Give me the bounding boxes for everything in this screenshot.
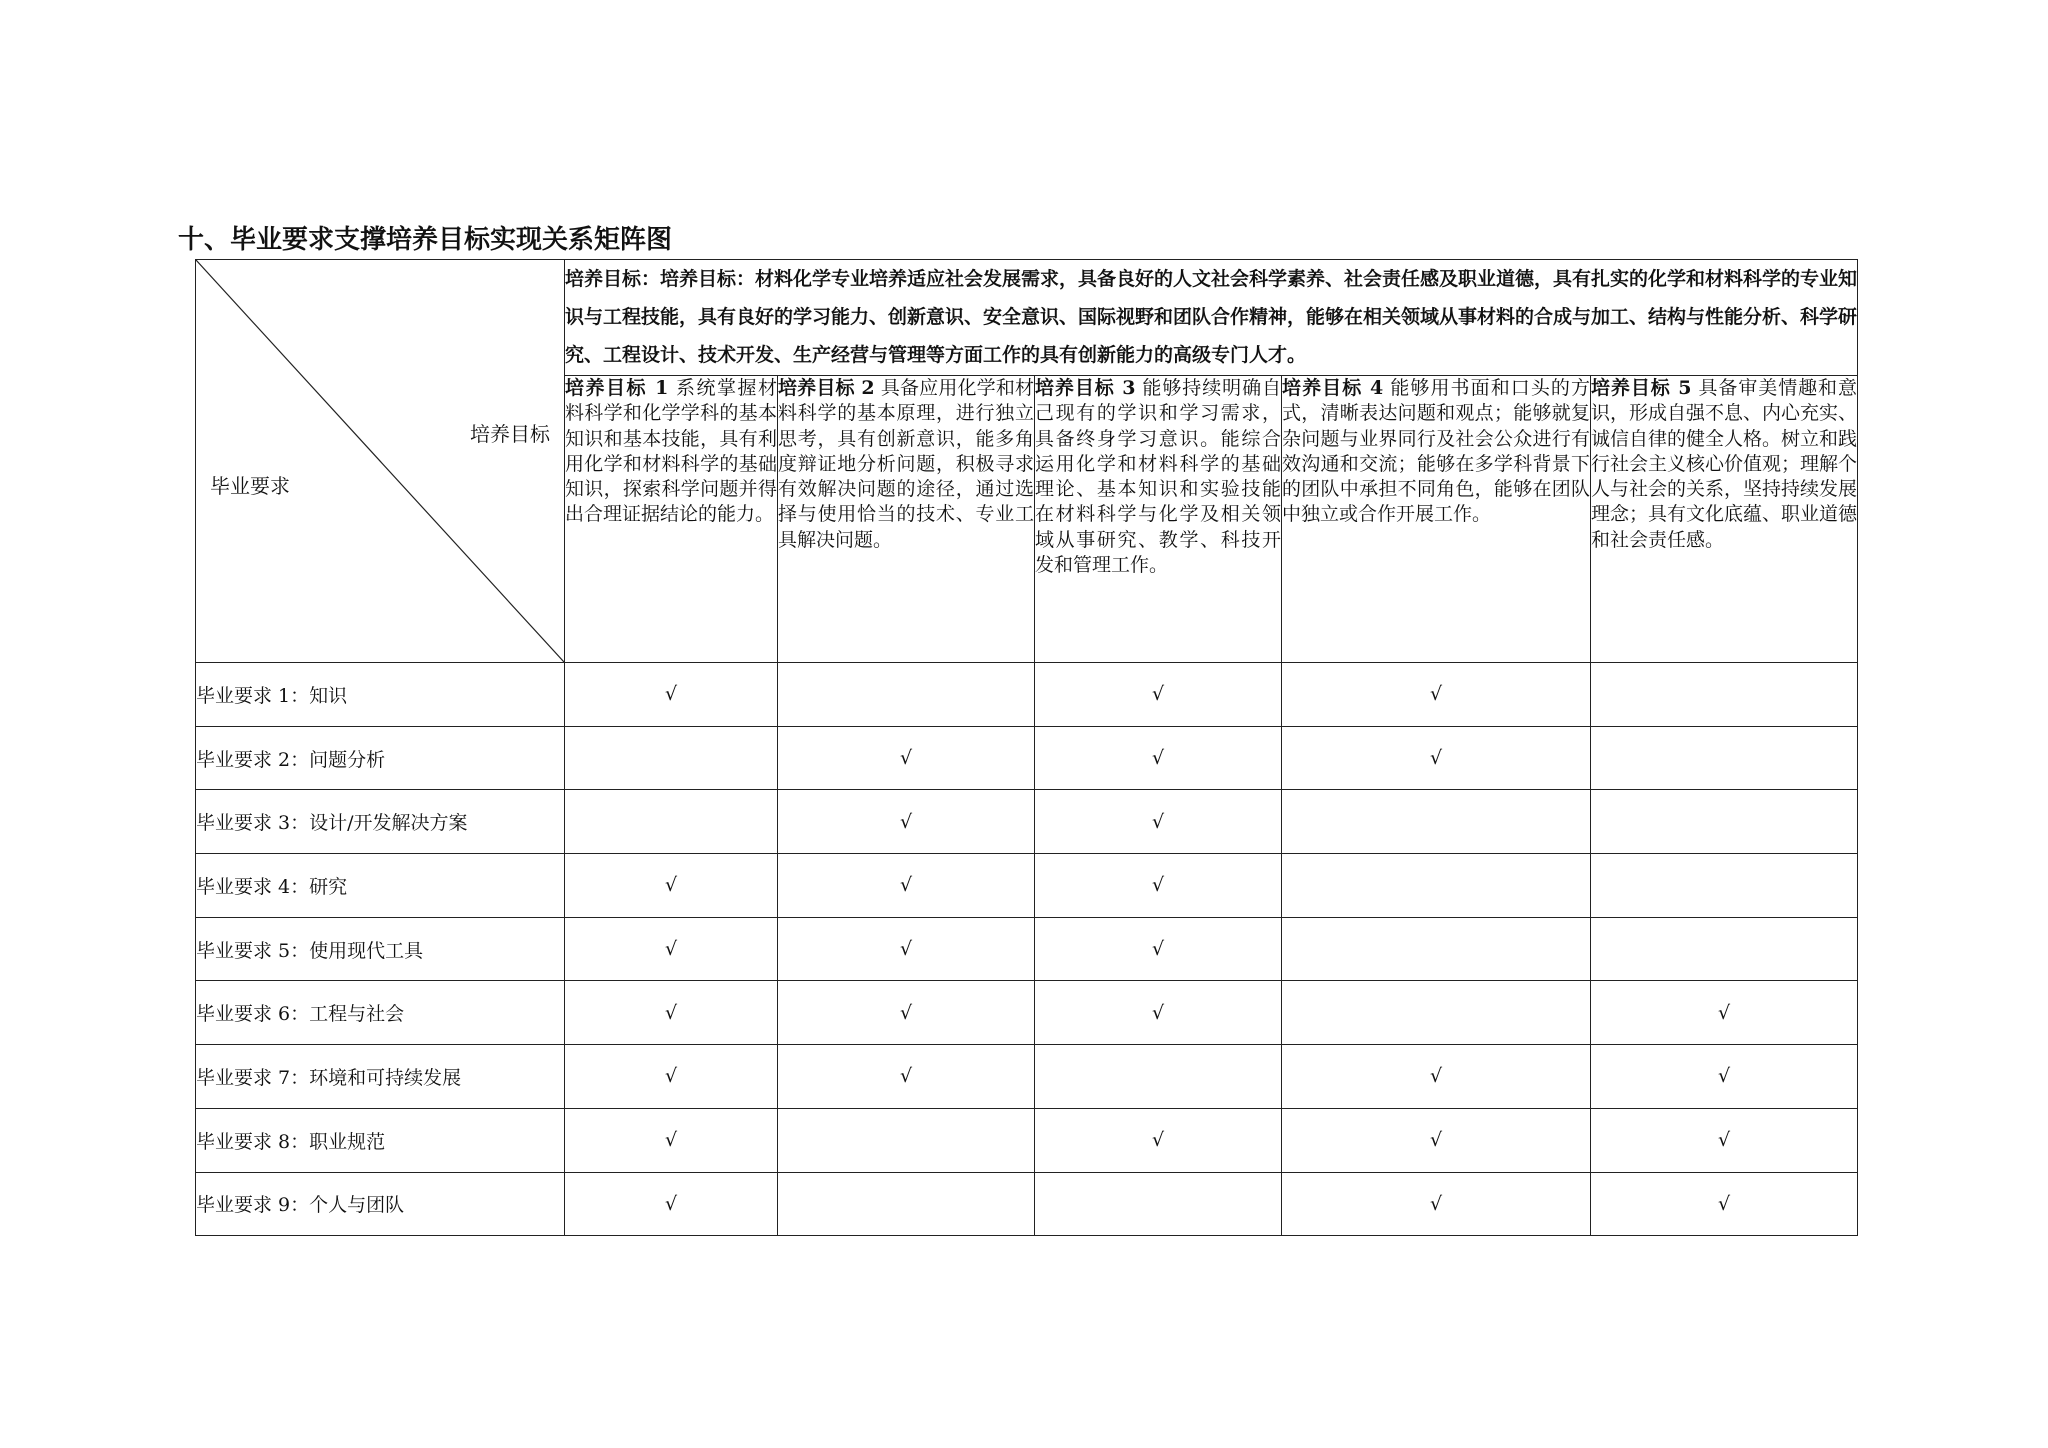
check-mark-cell: √ <box>1282 1172 1591 1236</box>
empty-cell <box>778 1108 1035 1172</box>
requirement-label: 毕业要求 5：使用现代工具 <box>196 917 565 981</box>
matrix-body <box>196 260 1858 1236</box>
empty-cell <box>1282 917 1591 981</box>
empty-cell <box>1035 1172 1282 1236</box>
overall-goal-cell: 培养目标：培养目标：材料化学专业培养适应社会发展需求，具备良好的人文社会科学素养、社会责任感及职业道德，具有扎实的化学和材料科学的专业知识与工程技能，具有良好的学习能力、创新意识、安全意识、国际视野和团队合作精神，能够在相关领域从事材料的合成与加工、结构与性能分析、科学研究、工程设计、技术开发、生产经营与管理等方面工作的具有创新能力的高级专门人才。 <box>565 260 1858 376</box>
check-mark-cell: √ <box>1035 981 1282 1045</box>
empty-cell <box>565 726 778 790</box>
empty-cell <box>1591 854 1858 918</box>
check-mark-cell: √ <box>565 1045 778 1109</box>
objective-2-title: 培养目标 2 <box>778 377 875 399</box>
empty-cell <box>1035 1045 1282 1109</box>
check-mark-cell: √ <box>778 790 1035 854</box>
objective-1-title: 培养目标 1 <box>565 377 669 399</box>
check-mark-cell: √ <box>565 663 778 727</box>
requirement-row <box>196 1045 1858 1109</box>
empty-cell <box>565 790 778 854</box>
objective-3-text: 能够持续明确自己现有的学识和学习需求，具备终身学习意识。能综合运用化学和材料科学的基础理论、基本知识和实验技能在材料科学与化学及相关领域从事研究、教学、科技开发和管理工作。 <box>1035 377 1281 577</box>
objective-4-cell <box>1282 376 1591 663</box>
page-title: 十、毕业要求支撑培养目标实现关系矩阵图 <box>178 225 673 255</box>
requirement-label: 毕业要求 1：知识 <box>196 663 565 727</box>
objective-2-cell <box>778 376 1035 663</box>
check-mark-cell: √ <box>778 726 1035 790</box>
check-mark-cell: √ <box>1282 1108 1591 1172</box>
check-mark-cell: √ <box>565 917 778 981</box>
check-mark-cell: √ <box>778 981 1035 1045</box>
requirement-label: 毕业要求 9：个人与团队 <box>196 1172 565 1236</box>
check-mark-cell: √ <box>565 854 778 918</box>
requirement-row <box>196 1108 1858 1172</box>
check-mark-cell: √ <box>1591 981 1858 1045</box>
objective-3-title: 培养目标 3 <box>1035 377 1136 399</box>
check-mark-cell: √ <box>565 981 778 1045</box>
requirement-label: 毕业要求 7：环境和可持续发展 <box>196 1045 565 1109</box>
check-mark-cell: √ <box>1591 1108 1858 1172</box>
requirement-row <box>196 663 1858 727</box>
check-mark-cell: √ <box>1282 663 1591 727</box>
corner-diagonal-line <box>196 260 564 662</box>
objective-2-text: 具备应用化学和材料科学的基本原理，进行独立思考，具有创新意识，能多角度辩证地分析问题，积极寻求有效解决问题的途径，通过选择与使用恰当的技术、专业工具解决问题。 <box>778 377 1034 551</box>
objective-4-text: 能够用书面和口头的方式，清晰表达问题和观点；能够就复杂问题与业界同行及社会公众进行有效沟通和交流；能够在多学科背景下的团队中承担不同角色，能够在团队中独立或合作开展工作。 <box>1282 377 1590 526</box>
empty-cell <box>1282 790 1591 854</box>
corner-header-cell <box>196 260 565 663</box>
check-mark-cell: √ <box>1591 1172 1858 1236</box>
check-mark-cell: √ <box>1035 1108 1282 1172</box>
requirement-row <box>196 917 1858 981</box>
requirements-objectives-matrix <box>195 259 1858 1236</box>
requirement-label: 毕业要求 6：工程与社会 <box>196 981 565 1045</box>
empty-cell <box>1282 981 1591 1045</box>
corner-objective-label: 培养目标 <box>470 422 550 446</box>
requirement-row <box>196 854 1858 918</box>
requirement-row <box>196 790 1858 854</box>
requirement-label: 毕业要求 3：设计/开发解决方案 <box>196 790 565 854</box>
empty-cell <box>1282 854 1591 918</box>
empty-cell <box>1591 663 1858 727</box>
check-mark-cell: √ <box>565 1108 778 1172</box>
objective-1-cell <box>565 376 778 663</box>
check-mark-cell: √ <box>1035 663 1282 727</box>
objective-3-cell <box>1035 376 1282 663</box>
objective-4-title: 培养目标 4 <box>1282 377 1384 399</box>
requirement-row <box>196 1172 1858 1236</box>
requirement-row <box>196 726 1858 790</box>
check-mark-cell: √ <box>1035 790 1282 854</box>
check-mark-cell: √ <box>1282 1045 1591 1109</box>
check-mark-cell: √ <box>1282 726 1591 790</box>
empty-cell <box>1591 726 1858 790</box>
objective-1-text: 系统掌握材料科学和化学学科的基本知识和基本技能，具有利用化学和材料科学的基础知识，探索科学问题并得出合理证据结论的能力。 <box>565 377 777 526</box>
objective-5-cell <box>1591 376 1858 663</box>
check-mark-cell: √ <box>1591 1045 1858 1109</box>
check-mark-cell: √ <box>1035 854 1282 918</box>
check-mark-cell: √ <box>1035 917 1282 981</box>
overall-goal-row <box>196 260 1858 376</box>
objective-5-title: 培养目标 5 <box>1591 377 1692 399</box>
check-mark-cell: √ <box>1035 726 1282 790</box>
empty-cell <box>1591 917 1858 981</box>
check-mark-cell: √ <box>778 854 1035 918</box>
check-mark-cell: √ <box>778 1045 1035 1109</box>
check-mark-cell: √ <box>778 917 1035 981</box>
corner-requirement-label: 毕业要求 <box>210 474 290 498</box>
requirement-label: 毕业要求 8：职业规范 <box>196 1108 565 1172</box>
requirement-label: 毕业要求 2：问题分析 <box>196 726 565 790</box>
empty-cell <box>778 1172 1035 1236</box>
requirement-row <box>196 981 1858 1045</box>
empty-cell <box>778 663 1035 727</box>
objective-5-text: 具备审美情趣和意识，形成自强不息、内心充实、诚信自律的健全人格。树立和践行社会主义核心价值观；理解个人与社会的关系，坚持持续发展理念；具有文化底蕴、职业道德和社会责任感。 <box>1591 377 1858 551</box>
check-mark-cell: √ <box>565 1172 778 1236</box>
requirement-label: 毕业要求 4：研究 <box>196 854 565 918</box>
empty-cell <box>1591 790 1858 854</box>
